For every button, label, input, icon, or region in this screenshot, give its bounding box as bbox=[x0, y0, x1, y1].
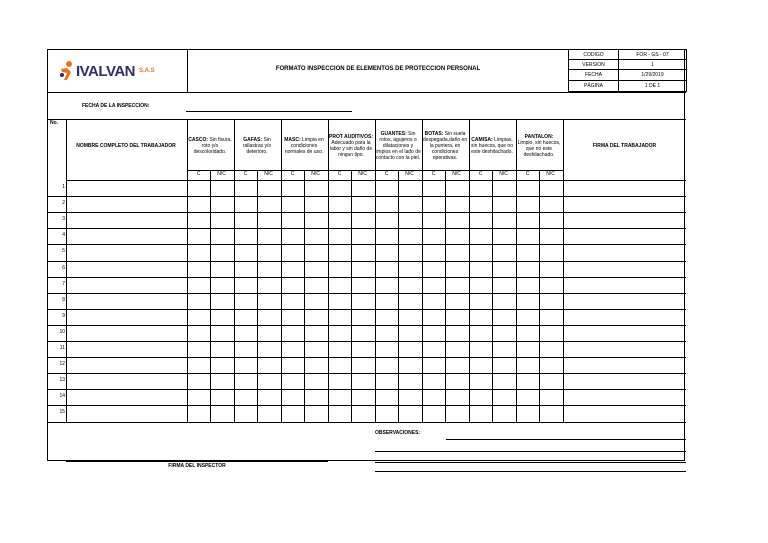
firma-inspector-line[interactable] bbox=[66, 461, 328, 462]
table-row bbox=[48, 212, 686, 213]
botas-header bbox=[422, 122, 468, 170]
botas-title: BOTAS: bbox=[424, 131, 444, 137]
gafas-header bbox=[234, 122, 280, 170]
row-number: 3 bbox=[62, 216, 65, 223]
meta-label: CODIGO bbox=[569, 50, 619, 60]
prot-text: Adecuado para la labor y sin daño de ningun tipo. bbox=[329, 140, 373, 158]
meta-value: 1 bbox=[619, 60, 687, 70]
masc-header bbox=[281, 122, 327, 170]
masc-title: MASC: bbox=[284, 137, 301, 143]
row-number: 14 bbox=[59, 393, 65, 400]
meta-label: PÁGINA bbox=[569, 81, 619, 92]
table-row bbox=[48, 244, 686, 245]
table-row bbox=[48, 293, 686, 294]
guantes-header bbox=[375, 122, 421, 170]
masc-text: Limpia en condiciones normales de uso. bbox=[284, 137, 324, 155]
guantes-text: Sin rotos, agujeros o dilataciones y limpios en el lado de contacto con la piel. bbox=[375, 131, 421, 161]
meta-label: VERSION bbox=[569, 60, 619, 70]
row-number: 13 bbox=[59, 377, 65, 384]
no-header: No. bbox=[50, 120, 59, 126]
no-cumple-header: N/C bbox=[311, 171, 320, 177]
logo-wordmark: IVALVAN bbox=[76, 62, 135, 80]
pantalon-title: PANTALON: bbox=[524, 134, 554, 140]
row-number: 12 bbox=[59, 361, 65, 368]
fecha-input-line[interactable] bbox=[186, 111, 352, 112]
logo-suffix: S.A.S bbox=[139, 68, 155, 74]
form-title: FORMATO INSPECCION DE ELEMENTOS DE PROTECCION PERSONAL bbox=[275, 66, 481, 72]
meta-value: 1/29/2019 bbox=[619, 70, 687, 81]
table-row bbox=[48, 261, 686, 262]
table-row bbox=[48, 341, 686, 342]
fecha-label: FECHA DE LA INSPECCION: bbox=[82, 103, 150, 109]
prot-title: PROT AUDITIVOS: bbox=[329, 134, 373, 140]
table-row bbox=[48, 357, 686, 358]
no-cumple-header: N/C bbox=[546, 171, 555, 177]
guantes-title: GUANTES: bbox=[380, 131, 407, 137]
pantalon-text: Limpio, sin huecos, que no este deshilachado. bbox=[517, 140, 561, 158]
table-row bbox=[48, 405, 686, 406]
no-cumple-header: N/C bbox=[264, 171, 273, 177]
row-number: 4 bbox=[62, 232, 65, 239]
cumple-header: C bbox=[337, 171, 342, 177]
prot-header bbox=[328, 122, 374, 170]
meta-value: 1 DE 1 bbox=[619, 81, 687, 92]
firma-trabajador-header: FIRMA DEL TRABAJADOR bbox=[592, 143, 657, 149]
observaciones-label: OBSERVACIONES: bbox=[375, 430, 421, 436]
casco-header bbox=[187, 122, 233, 170]
row-number: 8 bbox=[62, 296, 65, 303]
observaciones-line[interactable] bbox=[375, 462, 686, 463]
table-row bbox=[48, 228, 686, 229]
logo-figure-icon bbox=[58, 60, 76, 82]
casco-title: CASCO: bbox=[188, 137, 209, 143]
cumple-header: C bbox=[525, 171, 530, 177]
gafas-title: GAFAS: bbox=[243, 137, 263, 143]
table-row bbox=[48, 325, 686, 326]
row-number: 6 bbox=[62, 264, 65, 271]
meta-label: FECHA bbox=[569, 70, 619, 81]
camisa-header bbox=[469, 122, 515, 170]
row-number: 5 bbox=[62, 248, 65, 255]
nombre-header: NOMBRE COMPLETO DEL TRABAJADOR bbox=[76, 143, 176, 149]
table-row bbox=[48, 277, 686, 278]
no-cumple-header: N/C bbox=[217, 171, 226, 177]
company-logo bbox=[58, 60, 178, 82]
cumple-header: C bbox=[243, 171, 248, 177]
cumple-header: C bbox=[290, 171, 295, 177]
inspection-form bbox=[47, 49, 685, 469]
no-cumple-header: N/C bbox=[452, 171, 461, 177]
meta-table bbox=[568, 49, 687, 92]
table-row bbox=[48, 373, 686, 374]
cumple-header: C bbox=[431, 171, 436, 177]
camisa-text: Limpias, sin huecos, que no este deshilachado. bbox=[471, 137, 513, 155]
gafas-text: Sin rallastras y/o deterioro. bbox=[242, 137, 272, 155]
no-cumple-header: N/C bbox=[358, 171, 367, 177]
cumple-header: C bbox=[196, 171, 201, 177]
row-number: 11 bbox=[59, 345, 65, 351]
firma-inspector-label: FIRMA DEL INSPECTOR bbox=[168, 463, 226, 469]
cumple-header: C bbox=[384, 171, 389, 177]
observaciones-line[interactable] bbox=[375, 471, 686, 472]
botas-text: Sin suela despegada,daño en la puntera, en condiciones operativas. bbox=[422, 131, 468, 161]
row-number: 2 bbox=[62, 200, 65, 207]
row-number: 10 bbox=[59, 328, 65, 335]
pantalon-header bbox=[516, 122, 562, 170]
cumple-header: C bbox=[478, 171, 483, 177]
row-number: 7 bbox=[62, 280, 65, 287]
observaciones-line[interactable] bbox=[446, 439, 686, 440]
table-row bbox=[48, 196, 686, 197]
row-number: 1 bbox=[62, 184, 65, 190]
observaciones-line[interactable] bbox=[375, 451, 686, 452]
meta-value: FOR - GS - 07 bbox=[619, 50, 687, 60]
row-number: 15 bbox=[59, 409, 65, 416]
camisa-title: CAMISA: bbox=[471, 137, 493, 143]
table-row bbox=[48, 389, 686, 390]
casco-text: Sin fisura, roto y/o descoloridado. bbox=[193, 137, 232, 155]
row-number: 9 bbox=[62, 312, 65, 319]
no-cumple-header: N/C bbox=[499, 171, 508, 177]
table-row bbox=[48, 309, 686, 310]
no-cumple-header: N/C bbox=[405, 171, 414, 177]
